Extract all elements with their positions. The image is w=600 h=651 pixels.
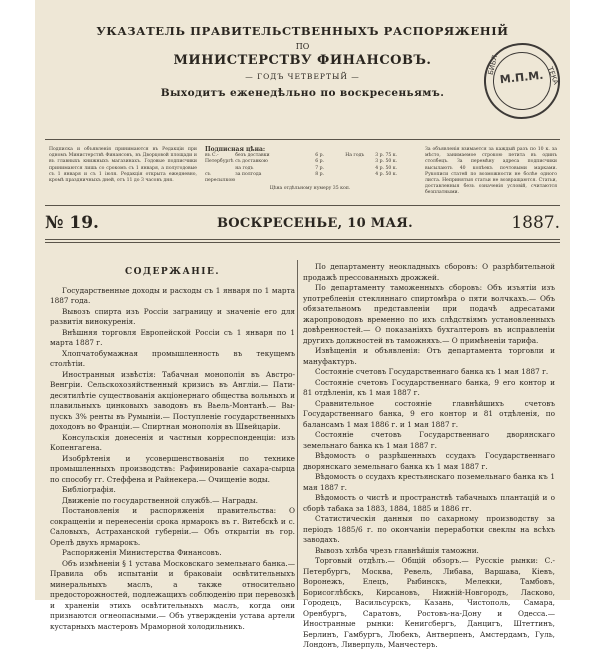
divider-top — [45, 139, 560, 140]
contents-entry: Распоряженія Министерства Финансовъ. — [62, 548, 222, 557]
price-cell: 7 р. — [315, 165, 325, 171]
price-cities — [205, 153, 235, 184]
stamp-ring-left: БИБЛ. — [486, 52, 500, 76]
masthead-ministry: МИНИСТЕРСТВУ ФИНАНСОВЪ. — [173, 53, 432, 68]
contents-entry: Библіографія. — [62, 485, 116, 494]
price-cell: безъ доставки — [235, 153, 270, 159]
price-cell: 3 р. 75 к. — [375, 153, 398, 159]
contents-entry: Состояніе счетовъ Государственнаго банка, 9 его контор и 81 отдѣленія, къ 1 мая 1887 г. — [303, 377, 555, 397]
contents-entry: Объ измѣненіи § 1 устава Московскаго земельнаго банка.— Правила объ испытаніи и браковаіи освѣтительныхъ минеральныхъ маслъ, а также относительно предосторожностей, подлежащихъ соблюденію при перевозкѣ и храненіи этихъ освѣтительныхъ маслъ, когда они признаются огнеопасными.— Объ утвержденіи устава артели кустарныхъ мастеровъ Мраморной холодильникъ. — [50, 558, 295, 631]
masthead-year: — ГОДЪ ЧЕТВЕРТЫЙ — — [245, 72, 360, 81]
contents-entry: Вѣдомость о разрѣшенныхъ ссудахъ Государственнаго дворянскаго земельнаго банка къ 1 мая 1887 г. — [303, 451, 555, 471]
price-row — [235, 172, 415, 178]
price-cell: 4 р. 50 к. — [375, 165, 398, 171]
contents-entry: Состояніе счетовъ Государственнаго дворянскаго земельнаго банка къ 1 мая 1887 г. — [303, 430, 555, 450]
masthead-subtitle: Выходитъ еженедѣльно по воскресеньямъ. — [160, 87, 445, 99]
single-issue-price: Цѣна отдѣльному нумеру 35 коп. — [269, 186, 351, 192]
issue-line — [45, 213, 560, 233]
contents-entry: Вывозъ спирта изъ Россіи заграницу и значеніе его для развитія винокуренія. — [50, 306, 295, 326]
masthead-title: УКАЗАТЕЛЬ ПРАВИТЕЛЬСТВЕННЫХЪ РАСПОРЯЖЕНІЙ — [96, 24, 509, 38]
contents-entry: Вѣдомость о чистѣ и пространствѣ табачныхъ плантацій и о сборѣ табака за 1883, 1884, 1885 и 1886 гг. — [303, 493, 555, 513]
contents-entry: По департаменту неокладныхъ сборовъ: О разрѣбительной продажѣ прессованныхъ дрожжей. — [303, 262, 555, 282]
issue-number: № 19. — [45, 213, 99, 233]
issue-date: ВОСКРЕСЕНЬЕ, 10 МАЯ. — [217, 216, 413, 231]
contents-entry: Движеніе по государственной службѣ.— Награды. — [62, 495, 258, 505]
contents-entry: Статистическія данныя по сахарному производству за періодъ 1885/6 г. по окончаніи переработки свеклы на всѣхъ заводахъ. — [303, 514, 555, 544]
price-cell: 6 р. — [315, 153, 325, 159]
contents-right-column — [303, 262, 555, 651]
contents-entry: Состояніе счетовъ Государственнаго банка къ 1 мая 1887 г. — [315, 367, 549, 376]
divider-issue-top — [45, 239, 560, 240]
contents-entry: Консульскія донесенія и частныя корреспонденціи: изъ Копенгагена. — [50, 432, 295, 452]
price-city-spb: въ С.-Петербургѣ — [205, 153, 234, 165]
stamp-ring-right: ТЕКА — [545, 65, 560, 86]
price-heading: Подписная цѣна: — [205, 146, 266, 153]
contents-entry: По департаменту таможенныхъ сборовъ: Объ изъятіи изъ употребленія стекляннаго спиртомѣра о пяти волчкахъ.— Объ обязательномъ представленіи при подачѣ адресатами жаропроводовъ временно по ихъ слѣдствіямъ установленныхъ довѣренностей.— О показаніяхъ бухгалтеровъ въ исправленіи другихъ должностей въ таможняхъ.— О примѣненіи тарифа. — [303, 283, 555, 345]
contents-left-column — [50, 262, 295, 632]
contents-entry: Внѣшняя торговля Европейской Россіи съ 1 января по 1 марта 1887 г. — [50, 327, 295, 347]
column-divider — [297, 260, 298, 600]
price-cell: 4 р. 50 к. — [375, 171, 398, 177]
contents-title: СОДЕРЖАНІЕ. — [125, 267, 220, 277]
price-table — [235, 153, 415, 184]
subscription-info: Подписка и объявленія принимаются въ Редакціи при одномъ Министерствѣ Финансовъ, въ Дворцовой площади и въ главныхъ книжныхъ магазинахъ. Годовые подписчики принимаются лишь со срокомъ съ 1 января, а полугодовые съ 1 января и съ 1 іюля. Редакція открыта ежедневно, кромѣ праздничныхъ дней, отъ 11 до 3 часовъ дня. — [49, 147, 197, 184]
masthead-po: ПО — [295, 42, 310, 51]
price-cell: съ доставкою — [235, 159, 268, 165]
price-cell: 3 р. 50 к. — [375, 159, 398, 165]
divider-issue-bottom — [45, 242, 560, 243]
price-city-other: съ пересылкою — [205, 171, 236, 183]
price-cell — [345, 172, 375, 178]
price-cell: за полгода — [235, 171, 262, 177]
contents-entry: Извѣщенія и объявленія: Отъ департамента торговли и мануфактуръ. — [303, 346, 555, 366]
price-cell: на годъ — [235, 165, 254, 171]
subscription-prices — [205, 147, 415, 192]
stamp-center: М.П.М. — [499, 68, 545, 87]
contents-entry: Вывозъ хлѣба чрезъ главнѣйшія таможни. — [315, 545, 479, 555]
price-cell: 8 р. — [315, 171, 325, 177]
contents-entry: Торговый отдѣлъ.— Общій обзоръ.— Русскіе рынки: С.-Петербургъ, Москва, Ревель, Либава, Варшава, Кіевъ, Воронежъ, Елецъ, Рыбинскъ, Мелекки, Тамбовъ, Борисоглѣбскъ, Кирсановъ, Нижній-Новгородъ, Ласково, Городецъ, Васильсурскъ, Казань, Чистополь, Самара, Оренбургъ, Саратовъ, Ростовъ-на-Дону и Одесса.— Иностранные рынки: Кенигсбергъ, Данцигъ, Штеттинъ, Берлинъ, Гамбургъ, Любекъ, Антверпенъ, Амстердамъ, Гуль, Лондонъ, Ливерпуль, Манчестеръ. — [303, 556, 555, 649]
contents-entry: Хлопчатобумажная промышленность въ текущемъ столѣтіи. — [50, 348, 295, 368]
issue-year: 1887. — [511, 213, 560, 233]
contents-entry: Иностранныя извѣстія: Табачная монополія въ Австро-Венгріи. Сельскохозяйственный кризисъ въ Англіи.— Пати-десятилѣтіе существованія акціонернаго общества вольныхъ и плавильныхъ цинковыхъ заводовъ въ Вьель-Монтанѣ.— Вы-пускъ 3% ренты въ Румыніи.— Поступленіе государственныхъ доходовъ во Франціи.— Спиртная монополія въ Швейцаріи. — [50, 369, 295, 431]
price-cell: На годъ — [345, 153, 365, 159]
contents-entry: Вѣдомость о ссудахъ крестьянскаго поземельнаго банка къ 1 мая 1887 г. — [303, 472, 555, 492]
contents-entry: Постановленія и распоряженія правительства: О сокращеніи и перенесеніи срока ярмарокъ въ г. Витебскѣ и с. Саловыхъ, Астраханской губерніи.— Объ открытіи въ гор. Орелѣ двухъ ярмарокъ. — [50, 506, 295, 547]
contents-entry: Сравнительное состояніе главнѣйшихъ счетовъ Государственнаго банка, 9 его контор и 81 отдѣленія, по балансамъ 1 мая 1886 г. и 1 мая 1887 г. — [303, 398, 555, 429]
advertising-terms: За объявленія взимается за каждый разъ по 10 к. за мѣсто, занимаемое строкою петита въ одинъ столбецъ. За перемѣну адреса подписчики высылаютъ 40 копѣекъ почтовыми марками. Рукописи статей по возможности не болѣе одного листа. Непринятыя статьи не возвращаются. Статьи, доставленныя безъ означенія условій, считаются безплатными. — [425, 147, 557, 196]
contents-entry: Изобрѣтенія и усовершенствованія по технике промышленныхъ производствъ: Рафинированіе сахара-сырца по способу гг. Стеффена и Райнекера.— Очищеніе воды. — [50, 453, 295, 484]
newspaper-page — [35, 0, 570, 649]
contents-entry: Государственные доходы и расходы съ 1 января по 1 марта 1887 года. — [50, 285, 295, 305]
divider-mid — [45, 205, 560, 206]
price-cell: 6 р. — [315, 159, 325, 165]
